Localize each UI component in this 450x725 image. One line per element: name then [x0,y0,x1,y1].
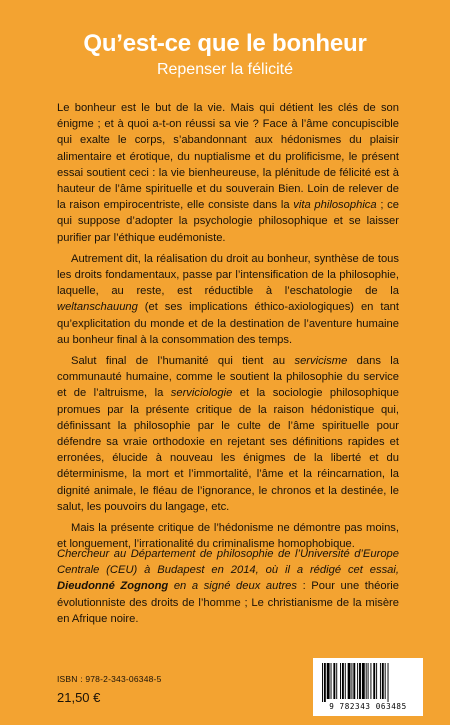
p1-run-1: vita philosophica [293,199,377,212]
p2-run-1: weltanschauung [57,301,138,314]
barcode-bar [370,663,371,699]
price: 21,50 € [57,690,101,705]
barcode [313,658,423,716]
barcode-bar [373,663,375,699]
p2-run-0: Autrement dit, la réalisation du droit au bonheur, synthèse de tous les droits fondamentaux, passe par l’intensification de la philosophie, laquelle, au reste, est réductible à l’eschatologie de la [57,252,399,298]
barcode-bar [340,663,341,699]
barcode-bar [385,663,386,699]
p3-run-3: serviciologie [170,387,233,400]
barcode-bar [331,663,332,699]
blurb-text [57,100,399,552]
p3-run-0: Salut final de l’humanité qui tient au [71,355,295,368]
blurb-paragraph-3 [57,353,399,515]
barcode-bar [351,663,352,699]
p1-run-2: ; ce qui suppose d’adopter la psychologie philosophique et se laisser purifier par l’éthique eudémoniste. [57,199,400,244]
blurb-paragraph-2 [57,251,399,348]
barcode-bar [324,663,326,702]
book-subtitle: Repenser la félicité [156,61,294,78]
barcode-bar [380,663,381,699]
p3-run-4: et la sociologie philosophique promues par la présente critique de la raison hédonistique qui, définissant la philosophie par le culte de l’âme spirituelle pour défendre sa vraie orthodoxie en rejetant ses définitions rapides et erronées, élucide à nouveau les énigmes de la liberté et du déterminisme, la mort et l’immortalité, l’âme et la réincarnation, la dignité animale, le fléau de l’ignorance, le chronos et la destinée, le salut, les pouvoirs du langage, etc. [57,387,399,513]
barcode-bar [333,663,335,699]
p4-run-0: Mais la présente critique de l’hédonisme ne démontre pas moins, et longuement, l’irrationalité du criminalisme homophobique. [57,522,399,551]
isbn: ISBN : 978-2-343-06348-5 [57,674,162,684]
barcode-bar [348,663,351,699]
p3-run-1: servicisme [294,355,348,368]
p1-run-0: Le bonheur est le but de la vie. Mais qui détient les clés de son énigme ; et à quoi a-t-on réussi sa vie ? Face à l’âme concupiscible qui exalte le corps, s’abandonnant aux hédonismes du plaisir alimentaire et érotique, du nuptialisme et du prolificisme, le présent essai soutient ceci : la vie bienheureuse, la plénitude de félicité est à hauteur de l’âme spirituelle et du souverain Bien. Loin de relever de la raison empirocentriste, elle consiste dans la [57,102,399,212]
barcode-bar [345,663,346,699]
barcode-digits: 9 782343 063485 [329,702,407,711]
barcode-bar [327,663,330,699]
barcode-bar [353,663,355,699]
p3-run-2: dans la communauté humaine, comme le soutient la philosophie du service et de l’altruisme, la [57,355,399,400]
barcode-bar [359,663,361,699]
barcode-bar [376,663,377,699]
author-bio-text-3: : Pour une théorie évolutionniste des droits de l’homme ; Le christianisme de la misère en Afrique noire. [57,580,400,625]
barcode-bar [357,663,358,699]
barcode-bar [382,663,384,699]
author-bio-text-1: Chercheur au Département de philosophie de l’Université d’Europe Centrale (CEU) à Budapest en 2014, où il a rédigé cet essai, [57,548,399,577]
barcode-bar [388,663,389,702]
barcode-bar [322,663,323,702]
blurb-paragraph-1 [57,100,399,246]
barcode-bar [342,663,344,699]
author-bio-text-2: en a signé deux autres [168,580,297,593]
p2-run-2: (et ses implications éthico-axiologiques) en tant qu’explicitation du monde et de la destination de l’aventure humaine au bonheur final à la consommation des temps. [57,301,399,346]
book-title: Qu’est-ce que le bonheur [83,30,367,57]
barcode-bar [368,663,369,699]
barcode-bar [336,663,337,699]
author-bio [57,546,399,627]
author-name: Dieudonné Zognong [57,580,169,593]
barcode-bar [362,663,365,699]
barcode-bars-icon [322,663,414,702]
barcode-bar [366,663,367,699]
